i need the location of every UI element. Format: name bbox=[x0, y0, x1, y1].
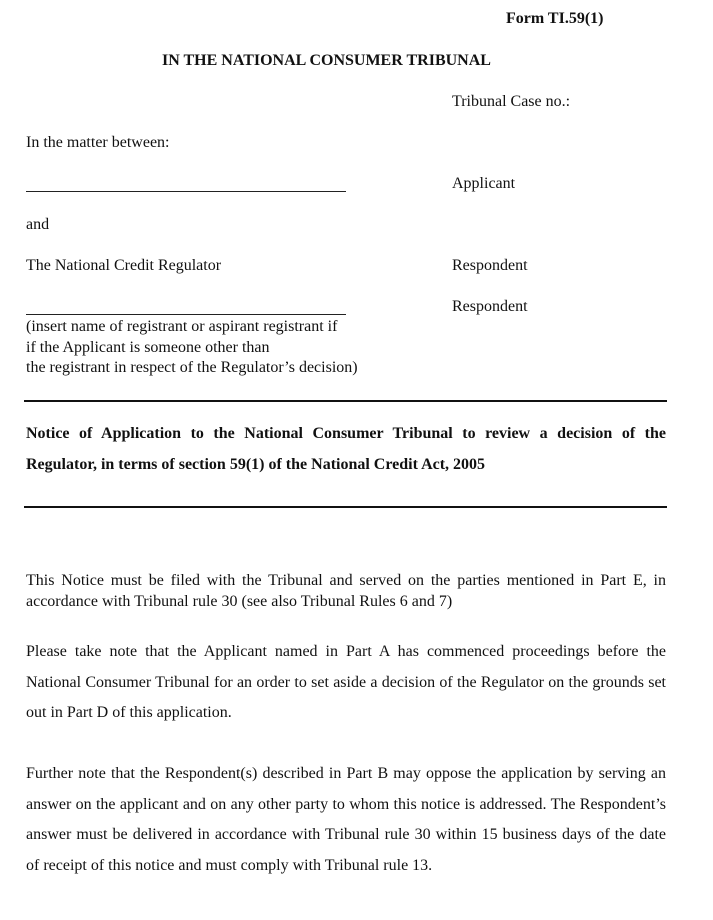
instruction-line: (insert name of registrant or aspirant registrant if bbox=[26, 318, 338, 335]
matter-between-label: In the matter between: bbox=[26, 134, 170, 151]
respondent-label-first: Respondent bbox=[452, 257, 528, 274]
instruction-line: if the Applicant is someone other than bbox=[26, 338, 270, 356]
second-respondent-name-line bbox=[26, 314, 346, 315]
form-number: Form TI.59(1) bbox=[506, 10, 604, 27]
applicant-label: Applicant bbox=[452, 175, 516, 192]
bottom-divider bbox=[24, 506, 667, 508]
respondent-label-second: Respondent bbox=[452, 298, 528, 315]
respondent-name: The National Credit Regulator bbox=[26, 257, 222, 274]
notice-heading: Notice of Application to the National Consumer Tribunal to review a decision of the Regulator, in terms of section 59(1) of the National Credit Act, 2005 bbox=[26, 425, 666, 473]
instruction-line: the registrant in respect of the Regulator’s decision) bbox=[26, 359, 358, 376]
opposition-notice-paragraph: Further note that the Respondent(s) described in Part B may oppose the application by serving an answer on the applicant and on any other party to whom this notice is addressed. The Respondent’s answer must be delivered in accordance with Tribunal rule 30 within 15 business days of the date of receipt of this notice and must comply with Tribunal rule 13. bbox=[26, 765, 666, 874]
case-number-label: Tribunal Case no.: bbox=[452, 93, 571, 110]
applicant-name-line bbox=[26, 191, 346, 192]
proceedings-notice-paragraph: Please take note that the Applicant named in Part A has commenced proceedings before the National Consumer Tribunal for an order to set aside a decision of the Regulator on the grounds set out in Part D of this application. bbox=[26, 643, 666, 721]
filing-instruction-paragraph: This Notice must be filed with the Tribunal and served on the parties mentioned in Part E, in accordance with Tribunal rule 30 (see also Tribunal Rules 6 and 7) bbox=[26, 572, 666, 610]
insert-name-instruction bbox=[26, 317, 358, 379]
top-divider bbox=[24, 400, 667, 402]
court-title: IN THE NATIONAL CONSUMER TRIBUNAL bbox=[162, 52, 491, 69]
and-label: and bbox=[26, 216, 50, 233]
